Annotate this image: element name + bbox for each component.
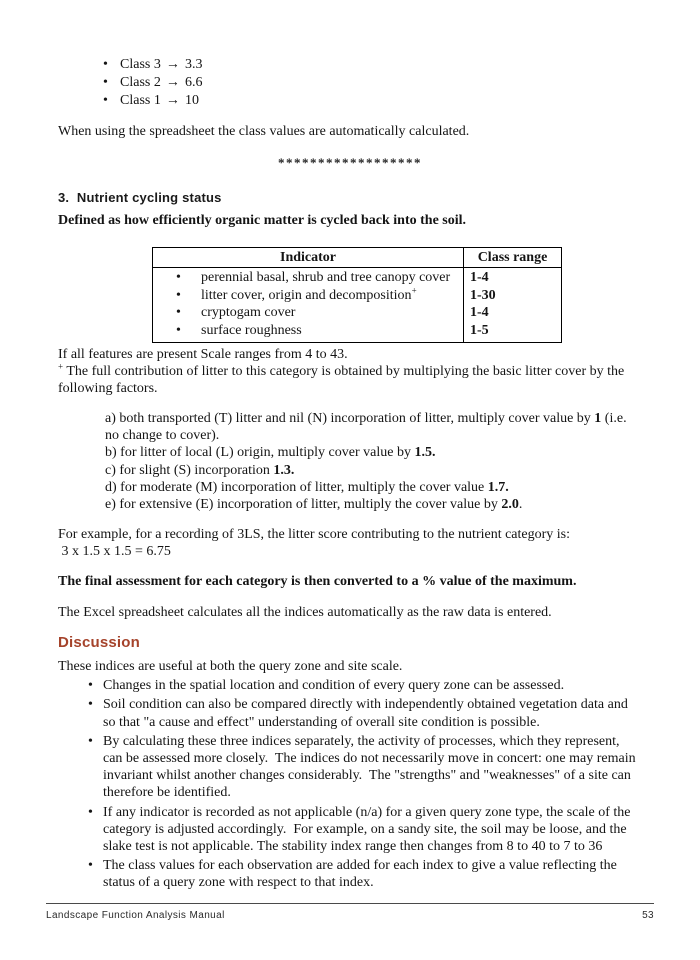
bullet-icon: • bbox=[88, 697, 93, 713]
range-value: 1-30 bbox=[470, 287, 496, 303]
example-intro: For example, for a recording of 3LS, the litter score contributing to the nutrient category is: bbox=[58, 527, 571, 543]
bullet-icon: • bbox=[103, 57, 108, 72]
discussion-heading: Discussion bbox=[58, 634, 141, 652]
list-item bbox=[58, 56, 642, 74]
bullet-icon: • bbox=[176, 270, 181, 285]
bullet-icon: • bbox=[176, 305, 181, 320]
indicator-text: surface roughness bbox=[201, 322, 302, 338]
page-number: 53 bbox=[642, 910, 654, 921]
table-row bbox=[153, 304, 463, 322]
discussion-bullet: • The class values for each observation are added for each index to give a value reflecting the status of a query zone with respect to that index. bbox=[88, 858, 621, 891]
factor-item: d) for moderate (M) incorporation of litter, multiply the cover value 1.7. bbox=[105, 479, 509, 495]
table-body-row bbox=[153, 268, 562, 343]
factor-item: a) both transported (T) litter and nil (N) incorporation of litter, multiply cover value by 1 (i.e. no change to cover). bbox=[105, 411, 631, 444]
section-definition: Defined as how efficiently organic matter is cycled back into the soil. bbox=[58, 213, 467, 228]
factor-item: e) for extensive (E) incorporation of litter, multiply the cover value by 2.0. bbox=[105, 497, 523, 513]
class-value: 3.3 bbox=[185, 57, 203, 72]
class-value: 6.6 bbox=[185, 75, 203, 90]
range-value: 1-4 bbox=[470, 270, 489, 285]
bullet-icon: • bbox=[88, 733, 93, 749]
bullet-icon: • bbox=[176, 322, 181, 338]
header-class-range: Class range bbox=[464, 248, 562, 268]
table-row bbox=[153, 322, 463, 340]
indicator-table bbox=[152, 247, 562, 343]
indicator-table-wrap bbox=[152, 247, 642, 343]
class-values-list bbox=[58, 56, 642, 110]
factor-item: b) for litter of local (L) origin, multiply cover value by 1.5. bbox=[105, 445, 436, 461]
factor-item: c) for slight (S) incorporation 1.3. bbox=[105, 462, 295, 478]
discussion-bullet: • Soil condition can also be compared directly with independently obtained vegetation data and so that "a cause and effect" understanding of overall site condition is possible. bbox=[88, 697, 632, 730]
table-row bbox=[153, 284, 463, 305]
bullet-icon: • bbox=[88, 804, 93, 820]
footnote-text: The full contribution of litter to this category is obtained by multiplying the basic litter cover by the following factors. bbox=[58, 364, 628, 396]
section-heading: 3. Nutrient cycling status bbox=[58, 190, 222, 205]
arrow-icon: → bbox=[165, 93, 180, 108]
spreadsheet-note: When using the spreadsheet the class values are automatically calculated. bbox=[58, 124, 470, 139]
excel-note: The Excel spreadsheet calculates all the indices automatically as the raw data is entered. bbox=[58, 605, 552, 621]
indicator-text: perennial basal, shrub and tree canopy cover bbox=[201, 270, 451, 285]
class-value: 10 bbox=[185, 93, 199, 108]
indicator-cell bbox=[153, 268, 464, 343]
example-calculation: 3 x 1.5 x 1.5 = 6.75 bbox=[58, 544, 171, 560]
range-value: 1-4 bbox=[470, 305, 489, 320]
indicator-text: cryptogam cover bbox=[201, 305, 296, 320]
discussion-list bbox=[58, 677, 642, 891]
list-item bbox=[58, 92, 642, 110]
scale-note: If all features are present Scale ranges from 4 to 43. bbox=[58, 347, 348, 362]
discussion-intro: These indices are useful at both the query zone and site scale. bbox=[58, 659, 403, 675]
footnote-marker: + bbox=[411, 284, 417, 295]
arrow-icon: → bbox=[165, 57, 180, 72]
final-assessment-note: The final assessment for each category is then converted to a % value of the maximum. bbox=[58, 574, 577, 590]
page-footer bbox=[46, 903, 654, 924]
arrow-icon: → bbox=[165, 75, 180, 90]
discussion-bullet: • If any indicator is recorded as not applicable (n/a) for a given query zone type, the scale of the category is adjusted accordingly. For example, on a sandy site, the soil may be loose, and the slake test is not applicable. The stability index range then changes from 8 to 40 to 7 to 36 bbox=[88, 804, 635, 855]
discussion-bullet: • By calculating these three indices separately, the activity of processes, which they represent, can be assessed more closely. The indices do not necessarily move in concert: one may remain invariant whilst another changes considerably. The "strengths" and "weaknesses" of a site can therefore be identified. bbox=[88, 733, 640, 801]
bullet-icon: • bbox=[88, 858, 93, 874]
class-label: Class 1 bbox=[120, 93, 161, 108]
class-label: Class 3 bbox=[120, 57, 161, 72]
footnote-marker: + bbox=[58, 361, 64, 372]
asterisk-separator: ****************** bbox=[278, 155, 422, 170]
bullet-icon: • bbox=[103, 75, 108, 90]
bullet-icon: • bbox=[176, 287, 181, 303]
page-content bbox=[58, 0, 642, 892]
bullet-icon: • bbox=[103, 93, 108, 108]
indicator-text: litter cover, origin and decomposition bbox=[201, 287, 412, 303]
header-indicator: Indicator bbox=[153, 248, 464, 268]
class-label: Class 2 bbox=[120, 75, 161, 90]
bullet-icon: • bbox=[88, 678, 93, 694]
table-header-row bbox=[153, 248, 562, 268]
footer-title: Landscape Function Analysis Manual bbox=[46, 910, 225, 921]
list-item bbox=[58, 74, 642, 92]
range-value: 1-5 bbox=[470, 322, 489, 338]
class-range-cell bbox=[464, 268, 562, 343]
discussion-bullet: • Changes in the spatial location and condition of every query zone can be assessed. bbox=[88, 678, 565, 694]
footnote bbox=[58, 363, 642, 397]
example-block bbox=[58, 526, 642, 560]
litter-factor-list bbox=[105, 410, 642, 513]
